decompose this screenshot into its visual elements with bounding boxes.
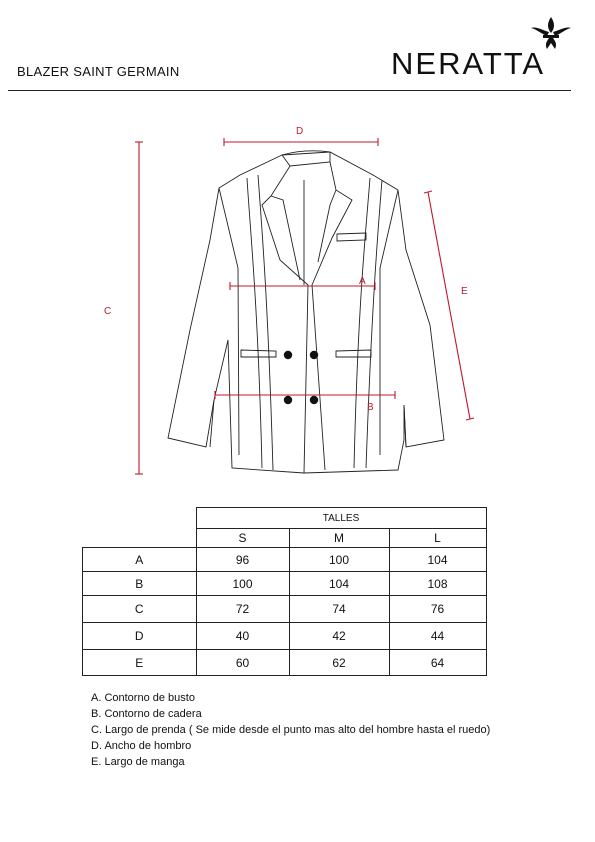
row-label: C <box>83 596 197 623</box>
table-row <box>83 572 487 596</box>
size-group-header: TALLES <box>196 508 486 529</box>
row-label: A <box>83 548 197 572</box>
size-header-l: L <box>389 529 486 548</box>
table-cell: 100 <box>289 548 389 572</box>
table-row <box>83 596 487 623</box>
table-cell: 60 <box>196 650 289 676</box>
table-row <box>83 548 487 572</box>
table-cell: 76 <box>389 596 486 623</box>
row-label: B <box>83 572 197 596</box>
size-chart-table <box>82 507 487 676</box>
fleur-de-lis-icon <box>528 16 574 50</box>
label-e: E <box>461 286 468 297</box>
button-dots <box>284 351 318 404</box>
table-row <box>83 623 487 650</box>
label-b: B <box>367 402 374 413</box>
table-cell: 100 <box>196 572 289 596</box>
blazer-technical-drawing <box>0 100 595 490</box>
table-cell: 40 <box>196 623 289 650</box>
measurement-legend <box>91 690 490 770</box>
legend-item-b: B. Contorno de cadera <box>91 708 202 720</box>
table-cell: 64 <box>389 650 486 676</box>
legend-item-e: E. Largo de manga <box>91 756 185 768</box>
table-cell: 72 <box>196 596 289 623</box>
legend-item-a: A. Contorno de busto <box>91 692 195 704</box>
label-a: A <box>359 276 366 287</box>
header-divider <box>8 90 571 91</box>
table-cell: 104 <box>389 548 486 572</box>
table-cell: 62 <box>289 650 389 676</box>
table-cell: 44 <box>389 623 486 650</box>
table-cell: 42 <box>289 623 389 650</box>
label-c: C <box>104 306 112 317</box>
legend-item-d: D. Ancho de hombro <box>91 740 192 752</box>
table-cell: 74 <box>289 596 389 623</box>
product-title: BLAZER SAINT GERMAIN <box>17 64 180 79</box>
size-header-m: M <box>289 529 389 548</box>
table-cell: 108 <box>389 572 486 596</box>
label-d: D <box>296 126 304 137</box>
row-label: E <box>83 650 197 676</box>
row-label: D <box>83 623 197 650</box>
legend-item-c: C. Largo de prenda ( Se mide desde el punto mas alto del hombre hasta el ruedo) <box>91 724 491 736</box>
brand-logo: NERATTA <box>391 46 546 81</box>
table-cell: 104 <box>289 572 389 596</box>
table-cell: 96 <box>196 548 289 572</box>
size-header-s: S <box>196 529 289 548</box>
table-row <box>83 650 487 676</box>
